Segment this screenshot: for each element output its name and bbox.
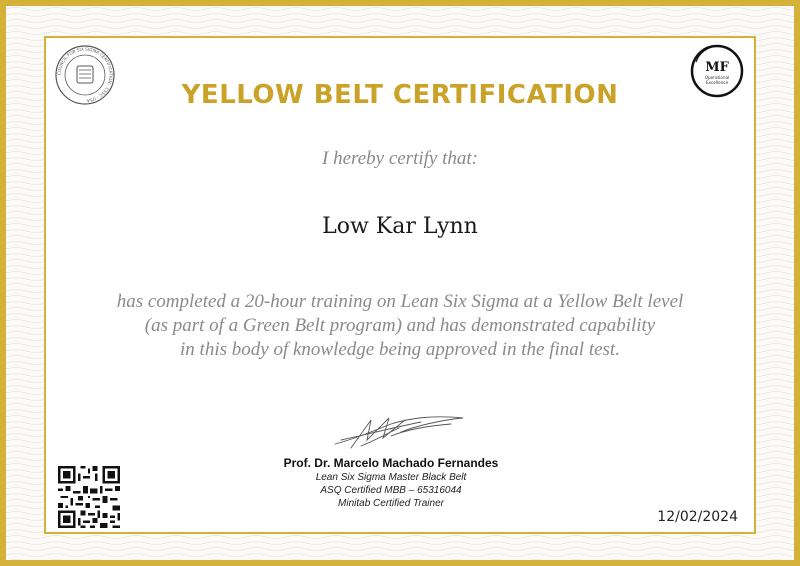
- certificate-title: YELLOW BELT CERTIFICATION: [181, 80, 619, 110]
- signer-trainer: Minitab Certified Trainer: [338, 498, 444, 509]
- seal-ring-text: COUNCIL FOR SIX SIGMA CERTIFICATION · CSSC · USA: [56, 46, 114, 104]
- signer-credential: ASQ Certified MBB – 65316044: [320, 485, 462, 496]
- recipient-name: Low Kar Lynn: [322, 214, 478, 239]
- certify-intro: I hereby certify that:: [322, 148, 478, 169]
- signer-role: Lean Six Sigma Master Black Belt: [315, 472, 467, 483]
- certificate-statement: [46, 290, 754, 362]
- qr-code-icon: [58, 466, 120, 528]
- mf-logo-tagline-1: Operational: [704, 75, 730, 80]
- statement-line-3: in this body of knowledge being approved in the final test.: [180, 339, 620, 360]
- statement-line-2: (as part of a Green Belt program) and has demonstrated capability: [144, 315, 656, 336]
- handwritten-signature: [331, 410, 471, 452]
- signer-block: [266, 456, 516, 510]
- issue-date: 12/02/2024: [657, 509, 738, 525]
- mf-logo-initials: MF: [705, 60, 729, 75]
- mf-logo-tagline-2: Excellence: [705, 80, 729, 85]
- statement-line-1: has completed a 20-hour training on Lean Six Sigma at a Yellow Belt level: [116, 291, 684, 312]
- certificate-frame: [44, 36, 756, 534]
- signer-name: Prof. Dr. Marcelo Machado Fernandes: [283, 456, 499, 470]
